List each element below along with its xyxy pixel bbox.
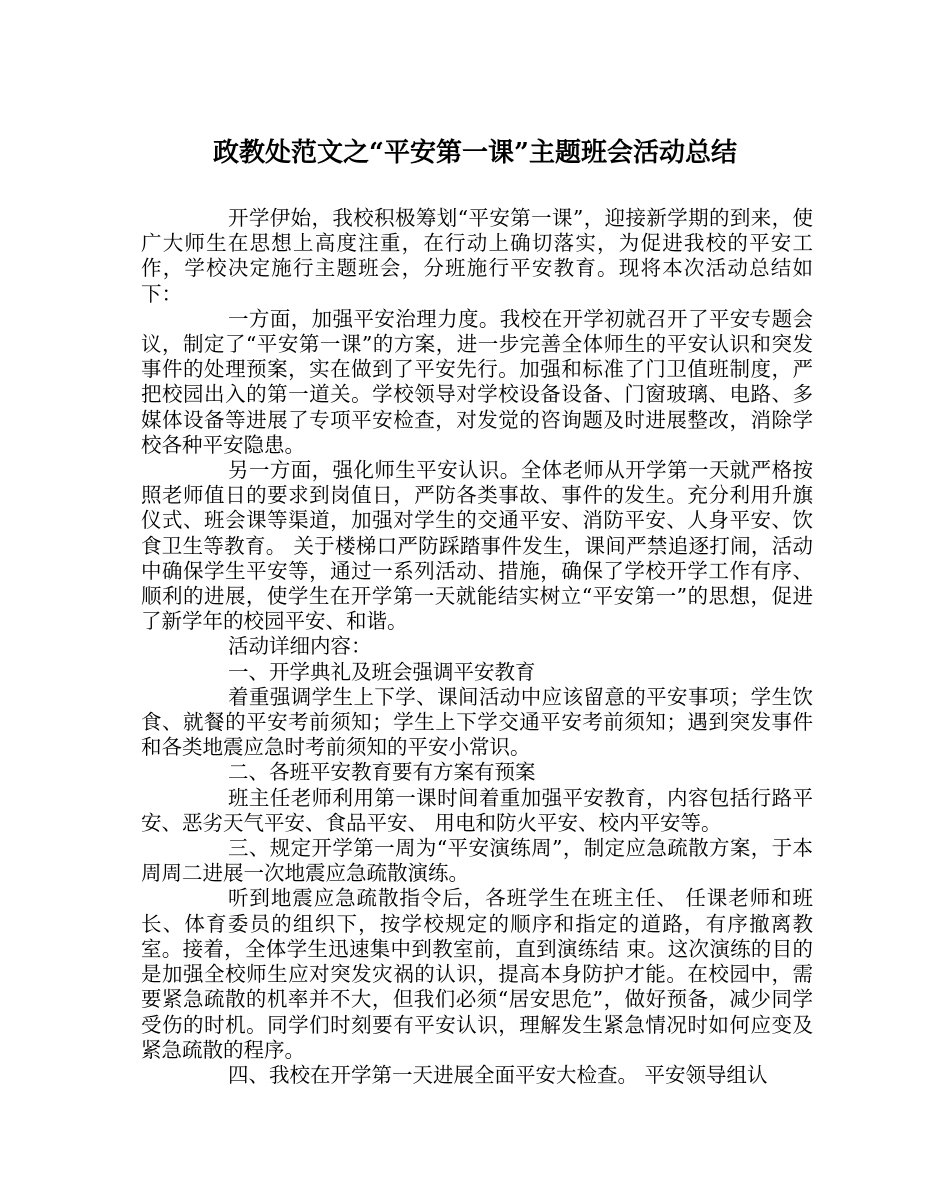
section-heading-1: 一、开学典礼及班会强调平安教育 <box>228 659 536 684</box>
paragraph-intro: 开学伊始，我校积极筹划“平安第一课”，迎接新学期的到来，使广大师生在思想上高度注重，在行动上确切落实，为促进我校的平安工作，学校决定施行主题班会，分班施行平安教育。现将本次活动总结如下： <box>141 206 813 306</box>
section-heading-4: 四、我校在开学第一天进展全面平安大检查。 平安领导组认 <box>228 1062 768 1087</box>
paragraph-awareness: 另一方面，强化师生平安认识。全体老师从开学第一天就严格按照老师值日的要求到岗值日，严防各类事故、事件的发生。充分利用升旗仪式、班会课等渠道，加强对学生的交通平安、消防平安、人身平安、饮食卫生等教育。 关于楼梯口严防踩踏事件发生，课间严禁追逐打闹，活动中确保学生平安等，通过一系列活动、措施，确保了学校开学工作有序、顺利的进展，使学生在开学第一天就能结实树立“平安第一”的思想，促进了新学年的校园平安、和谐。 <box>141 458 813 634</box>
section-heading-3: 三、规定开学第一周为“平安演练周”，制定应急疏散方案，于本周周二进展一次地震应急疏散演练。 <box>141 836 813 886</box>
document-body <box>141 206 813 1088</box>
paragraph-section-1: 着重强调学生上下学、课间活动中应该留意的平安事项；学生饮食、就餐的平安考前须知；学生上下学交通平安考前须知；遇到突发事件和各类地震应急时考前须知的平安小常识。 <box>141 684 813 760</box>
document-title: 政教处范文之“平安第一课”主题班会活动总结 <box>213 138 737 168</box>
paragraph-management: 一方面，加强平安治理力度。我校在开学初就召开了平安专题会议，制定了“平安第一课”的方案，进一步完善全体师生的平安认识和突发事件的处理预案，实在做到了平安先行。加强和标准了门卫值班制度，严把校园出入的第一道关。学校领导对学校设备设备、门窗玻璃、电路、多媒体设备等进展了专项平安检查，对发觉的咨询题及时进展整改，消除学校各种平安隐患。 <box>141 306 813 457</box>
paragraph-activity-heading: 活动详细内容： <box>228 634 372 659</box>
paragraph-section-3: 听到地震应急疏散指令后，各班学生在班主任、 任课老师和班长、体育委员的组织下，按学校规定的顺序和指定的道路，有序撤离教室。接着，全体学生迅速集中到教室前，直到演练结 束。这次演练的目的是加强全校师生应对突发灾祸的认识，提高本身防护才能。在校园中，需要紧急疏散的机率并不大，但我们必须“居安思危”，做好预备，减少同学受伤的时机。同学们时刻要有平安认识，理解发生紧急情况时如何应变及紧急疏散的程序。 <box>141 886 813 1062</box>
section-heading-2: 二、各班平安教育要有方案有预案 <box>228 760 536 785</box>
paragraph-section-2: 班主任老师利用第一课时间着重加强平安教育，内容包括行路平安、恶劣天气平安、食品平安、 用电和防火平安、校内平安等。 <box>141 785 813 835</box>
